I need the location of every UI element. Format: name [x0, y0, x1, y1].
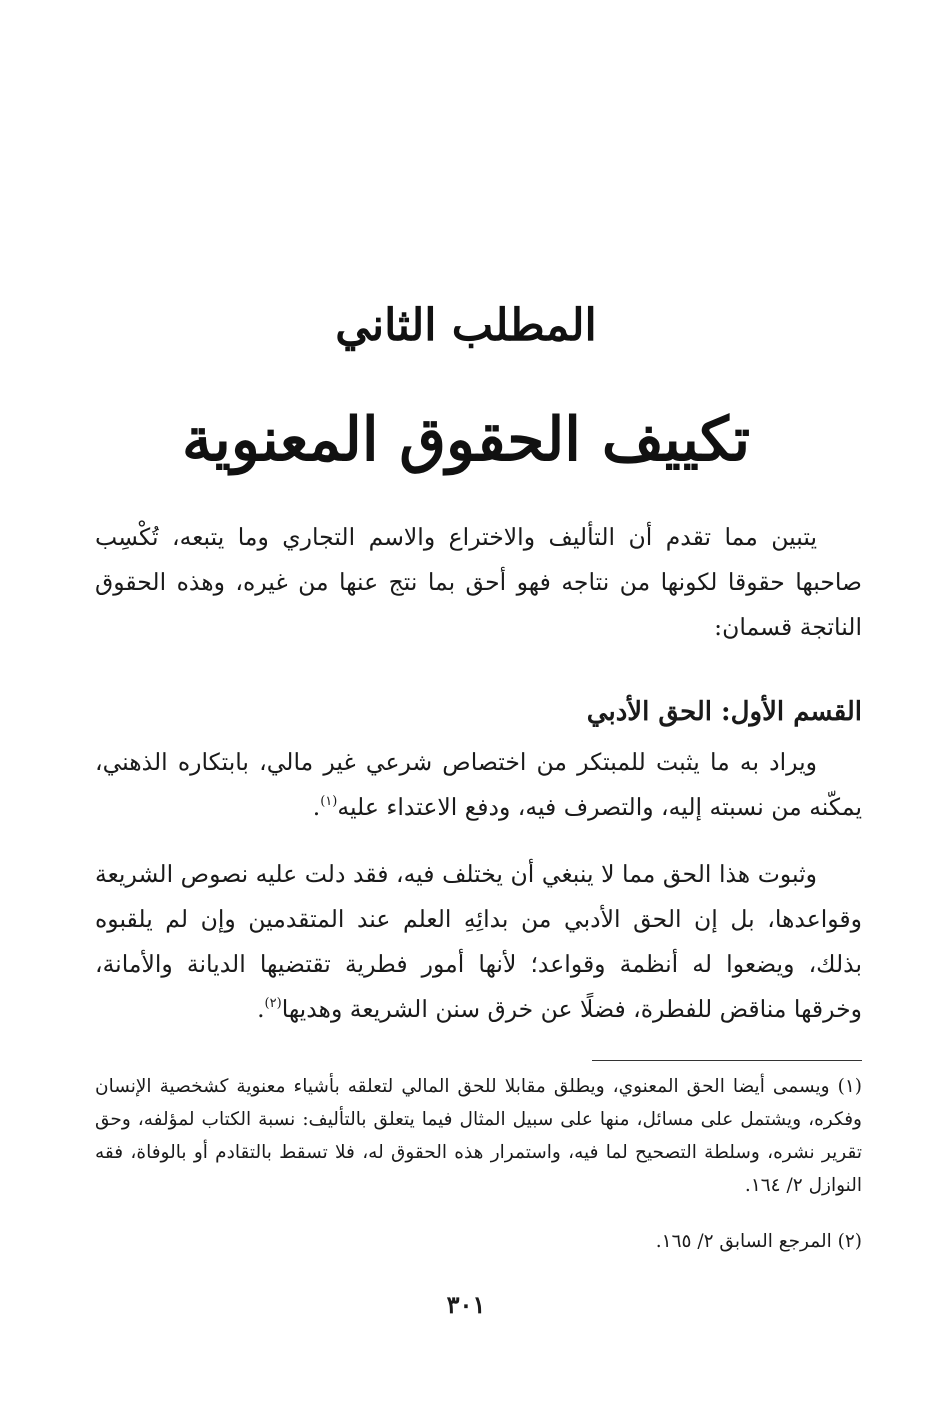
- chapter-title: تكييف الحقوق المعنوية: [181, 405, 751, 475]
- footnote-number: (٢): [837, 1231, 862, 1252]
- footnote-divider: [592, 1060, 862, 1061]
- footnote-number: (١): [837, 1076, 862, 1097]
- paragraph-literary-right: [95, 740, 862, 830]
- paragraph-end: .: [257, 995, 265, 1023]
- paragraph-establishment: [95, 852, 862, 1032]
- paragraph-text: وثبوت هذا الحق مما لا ينبغي أن يختلف فيه، فقد دلت عليه نصوص الشريعة وقواعدها، بل إن الحق الأدبي من بدائِهِ العلم عند المتقدمين وإن لم يلقبوه بذلك، ويضعوا له أنظمة وقواعد؛ لأنها أمور فطرية تقتضيها الديانة والأمانة، وخرقها مناقض للفطرة، فضلًا عن خرق سنن الشريعة وهديها: [95, 860, 862, 1023]
- footnote-1: [95, 1070, 862, 1202]
- page-number: ٣٠١: [446, 1290, 486, 1319]
- subheading: القسم الأول: الحق الأدبي: [586, 697, 862, 727]
- footnote-text: ويسمى أيضا الحق المعنوي، ويطلق مقابلا للحق المالي لتعلقه بأشياء معنوية كشخصية الإنسان وفكره، ويشتمل على مسائل، منها على سبيل المثال فيما يتعلق بالتأليف: نسبة الكتاب لمؤلفه، وحق تقرير نشره، وسلطة التصحيح لما فيه، واستمرار هذه الحقوق له، فلا تسقط بالتقادم أو بالوفاة، فقه النوازل ٢/ ١٦٤.: [95, 1076, 862, 1196]
- paragraph-text: ويراد به ما يثبت للمبتكر من اختصاص شرعي غير مالي، بابتكاره الذهني، يمكّنه من نسبته إليه، والتصرف فيه، ودفع الاعتداء عليه: [95, 748, 862, 821]
- footnote-ref-2[interactable]: (٢): [264, 996, 282, 1011]
- intro-paragraph: يتبين مما تقدم أن التأليف والاختراع والاسم التجاري وما يتبعه، تُكْسِب صاحبها حقوقا لكونها من نتاجه فهو أحق بما نتج عنها من غيره، وهذه الحقوق الناتجة قسمان:: [95, 523, 862, 641]
- section-title: المطلب الثاني: [335, 300, 597, 351]
- footnote-text: المرجع السابق ٢/ ١٦٥.: [655, 1231, 832, 1252]
- paragraph-end: .: [312, 793, 321, 821]
- footnote-2: [95, 1225, 862, 1258]
- footnote-ref-1[interactable]: (١): [320, 794, 338, 809]
